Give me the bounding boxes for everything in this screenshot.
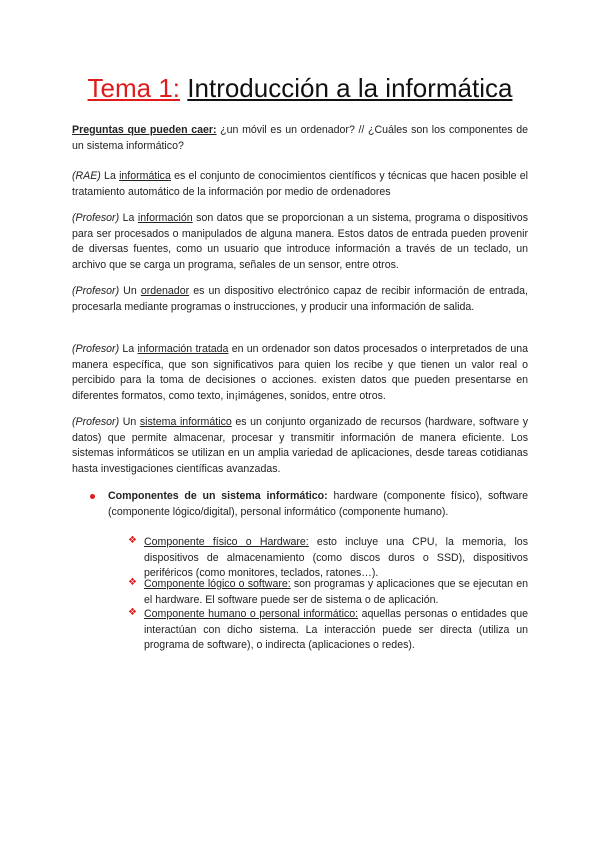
definition-article: Un	[119, 416, 140, 428]
definition-article: La	[100, 170, 120, 182]
subitem-text: aquellas personas o entidades que interactúan con dicho sistema. La interacción puede ser directa (utiliza un programa de software), o indirecta (aplicaciones o redes).	[144, 608, 529, 652]
definition-informatica	[72, 169, 528, 200]
questions-label: Preguntas que pueden caer:	[72, 124, 217, 136]
definition-term: ordenador	[140, 285, 190, 297]
subitem-term: Componente físico o Hardware:	[144, 536, 309, 548]
subitem-text: esto incluye una CPU, la memoria, los dispositivos de almacenamiento (como discos duros o SSD), dispositivos periféricos (como monitores, teclados, ratones…).	[144, 536, 528, 580]
subitem-text: son programas y aplicaciones que se ejecutan en el hardware. El software puede ser de sistema o de aplicación.	[144, 578, 529, 606]
definition-source: (Profesor)	[72, 285, 120, 297]
definition-text: es el conjunto de conocimientos científicos y técnicas que hacen posible el tratamiento automático de la información por medio de ordenadores	[72, 170, 528, 198]
diamond-bullet-icon: ❖	[128, 577, 137, 588]
definition-article: La	[119, 212, 138, 224]
bullet-text: hardware (componente físico), software (componente lógico/digital), personal informático (componente humano).	[108, 490, 528, 518]
definition-article: La	[119, 343, 138, 355]
title-topic-name: Introducción a la informática	[187, 73, 513, 103]
definition-text: es un dispositivo electrónico capaz de recibir información de entrada, procesarla mediante programas o instrucciones, y producir una información de salida.	[72, 285, 528, 313]
sublist-item-software	[128, 577, 528, 608]
title-topic-number: Tema 1:	[87, 73, 181, 103]
definition-term: información	[137, 212, 193, 224]
definition-text: en un ordenador son datos procesados o interpretados de una manera específica, que son significativos para quien los recibe y que tienen un valor real o percibido para la toma de decisiones o acciones. existen datos que pueden presentarse en diferentes formatos, como texto, in¡imágenes, sonidos, entre otros.	[72, 343, 529, 402]
bullet-label: Componentes de un sistema informático:	[108, 490, 328, 502]
sublist-item-humano	[128, 607, 528, 654]
definition-term: información tratada	[137, 343, 229, 355]
subitem-term: Componente lógico o software:	[144, 578, 291, 590]
diamond-bullet-icon: ❖	[128, 607, 137, 618]
definition-source: (Profesor)	[72, 343, 120, 355]
definition-source: (Profesor)	[72, 212, 120, 224]
definition-article: Un	[119, 285, 141, 297]
page-title	[0, 72, 600, 104]
definition-text: es un conjunto organizado de recursos (hardware, software y datos) que permite almacenar, procesar y transmitir información de manera eficiente. Los sistemas informáticos se utilizan en un amplia variedad de aplicaciones, desde tareas cotidianas hasta investigaciones científicas avanzadas.	[72, 416, 528, 475]
sublist-item-hardware	[128, 535, 528, 582]
definition-informacion-tratada	[72, 342, 528, 404]
definition-term: informática	[119, 170, 171, 182]
questions-text: ¿un móvil es un ordenador? // ¿Cuáles son los componentes de un sistema informático?	[72, 124, 529, 152]
subitem-term: Componente humano o personal informático:	[144, 608, 359, 620]
questions-paragraph	[72, 123, 528, 154]
definition-sistema-informatico	[72, 415, 528, 477]
bullet-dot-icon	[90, 494, 95, 499]
definition-source: (Profesor)	[72, 416, 120, 428]
definition-ordenador	[72, 284, 528, 315]
definition-term: sistema informático	[139, 416, 232, 428]
definition-source: (RAE)	[72, 170, 101, 182]
definition-text: son datos que se proporcionan a un sistema, programa o dispositivos para ser procesados o manipulados de alguna manera. Estos datos de entrada pueden provenir de diversas fuentes, como un usuario que introduce información a través de un teclado, un archivo que se carga un programa, señales de un sensor, entre otros.	[72, 212, 528, 271]
definition-informacion	[72, 211, 528, 273]
diamond-bullet-icon: ❖	[128, 535, 137, 546]
list-item	[90, 489, 528, 520]
